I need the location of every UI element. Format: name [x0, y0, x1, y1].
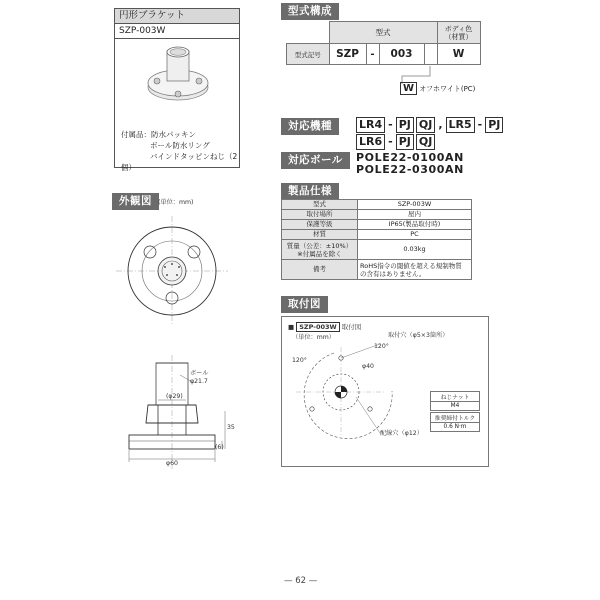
section-specs: 製品仕様	[281, 183, 339, 200]
color-note-code: W	[400, 82, 417, 95]
spec-val: SZP-003W	[358, 200, 472, 210]
accessories	[121, 129, 239, 173]
dim-base-height: (6)	[215, 444, 224, 451]
pole-2: POLE22-0300AN	[356, 163, 464, 176]
mount-wire-hole: 配線穴（φ12）	[380, 430, 423, 437]
mount-hole-label: 取付穴（φ5×3箇所）	[388, 332, 449, 339]
mount-angle-1: 120°	[374, 343, 389, 350]
model-chip-pj: PJ	[485, 117, 503, 133]
product-model: SZP-003W	[115, 24, 239, 39]
spec-val: 0.03kg	[358, 240, 472, 260]
dim-base-dia: φ60	[166, 460, 178, 467]
screw-table: ねじナット M4	[430, 391, 480, 411]
mounting-diagram	[281, 316, 489, 467]
spec-val: RoHS指令の閾値を超える規制物質 の含有はありません。	[358, 260, 472, 280]
spec-key: 備考	[282, 260, 358, 280]
model-chip-lr6: LR6	[356, 134, 385, 150]
model-table	[286, 21, 481, 65]
dim-height: 35	[227, 424, 235, 431]
model-header: 型式	[329, 22, 437, 44]
mounting-drawing	[294, 337, 404, 455]
accessories-label: 付属品：	[121, 130, 151, 139]
section-compatible-models: 対応機種	[281, 118, 339, 135]
section-mounting: 取付図	[281, 296, 328, 313]
spec-key: 質量（公差：±10%） ※付属品を除く	[282, 240, 358, 260]
outline-top-view	[110, 212, 250, 330]
spec-val: IP65(製品取付時)	[358, 220, 472, 230]
product-category: 円形ブラケット	[115, 9, 239, 24]
model-chip-lr5: LR5	[446, 117, 475, 133]
dim-pole: ボール φ21.7	[190, 370, 209, 385]
section-outline: 外観図	[112, 193, 159, 210]
spec-val: PC	[358, 230, 472, 240]
accessory-3: バインドタッピンねじ（2 個）	[121, 152, 238, 172]
outline-side-view	[110, 355, 250, 473]
model-chip-lr4: LR4	[356, 117, 385, 133]
spec-key: 保護等級	[282, 220, 358, 230]
model-row-label: 型式記号	[287, 44, 330, 65]
spec-key: 型式	[282, 200, 358, 210]
model-part-number: 003	[379, 44, 424, 65]
torque-table: 推奨締付トルク 0.6 N·m	[430, 412, 480, 432]
spec-key: 取付場所	[282, 210, 358, 220]
mount-dia40: φ40	[362, 363, 374, 370]
mounting-title: ■ SZP-003W 取付図	[288, 323, 362, 331]
product-box	[114, 8, 240, 172]
mounting-unit: （単位：mm）	[292, 334, 335, 341]
model-chip-qj: QJ	[416, 134, 435, 150]
model-chip-pj: PJ	[396, 117, 414, 133]
compatible-row-1: LR4 - PJ QJ , LR5 - PJ	[356, 117, 505, 133]
page-number: — 62 —	[284, 576, 318, 586]
spec-val: 屋内	[358, 210, 472, 220]
pole-1: POLE22-0100AN	[356, 151, 464, 164]
color-header: ボディ色 （材質）	[437, 22, 480, 44]
compatible-row-2: LR6 - PJ QJ	[356, 134, 437, 150]
color-note-text: オフホワイト(PC)	[419, 85, 476, 93]
section-model-structure: 型式構成	[281, 3, 339, 20]
spec-table	[281, 199, 472, 280]
accessory-2: ボール防水リング	[150, 141, 210, 150]
bracket-photo	[145, 43, 211, 105]
mount-angle-2: 120°	[292, 357, 307, 364]
dim-inner: (φ29)	[166, 393, 183, 400]
model-part-series: SZP	[329, 44, 366, 65]
model-dash: -	[366, 44, 379, 65]
model-chip-pj: PJ	[396, 134, 414, 150]
color-note	[400, 82, 475, 95]
model-color-code: W	[437, 44, 480, 65]
accessory-1: 防水パッキン	[151, 130, 196, 139]
model-chip-qj: QJ	[416, 117, 435, 133]
section-compatible-poles: 対応ボール	[281, 152, 350, 169]
outline-unit: (単位：mm)	[158, 199, 194, 206]
spec-key: 材質	[282, 230, 358, 240]
